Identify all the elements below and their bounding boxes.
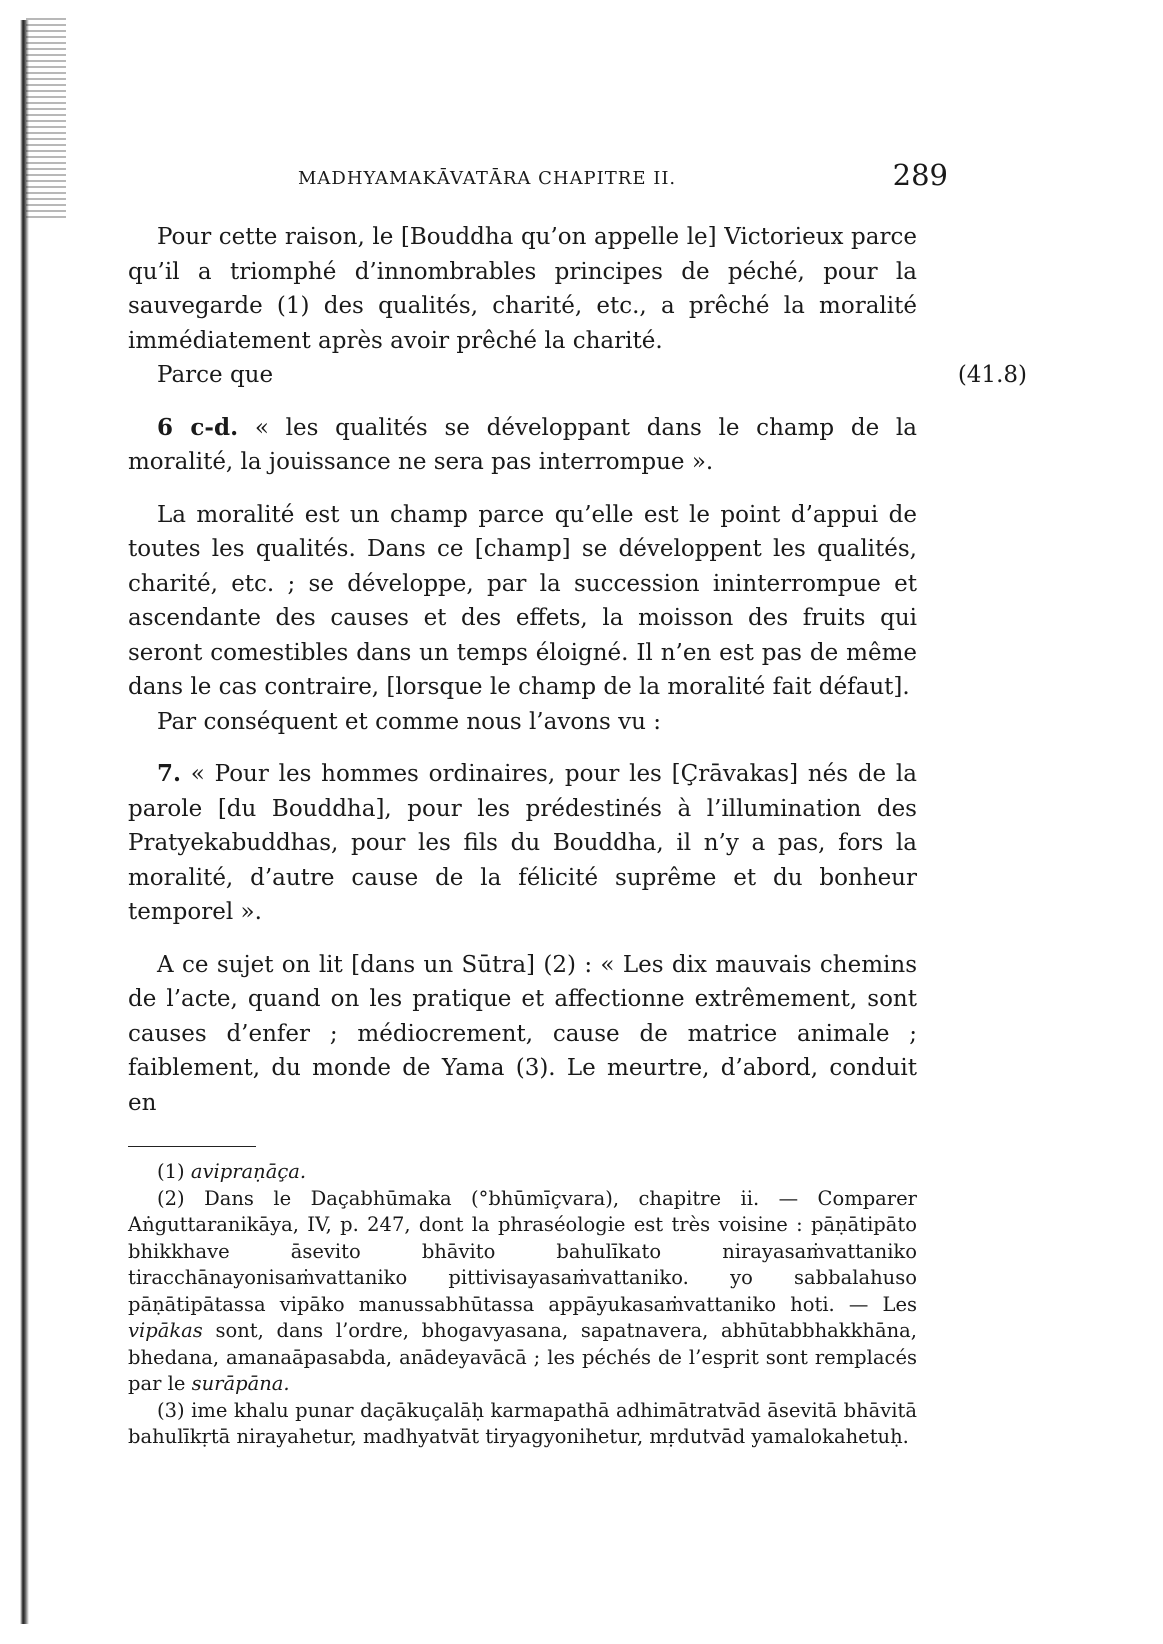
running-header — [298, 158, 948, 198]
footnote-3 — [128, 1398, 917, 1451]
footnote-2-mark: (2) — [157, 1186, 185, 1210]
paragraph-3: La moralité est un champ parce qu’elle est le point d’appui de toutes les qualités. Dans ce [champ] se développent les qualités, charité, etc. ; se développe, par la succession ininterrompue et ascendante des causes et des effets, la moisson des fruits qui seront comestibles dans un temps éloigné. Il n’en est pas de même dans le cas contraire, [lorsque le champ de la moralité fait défaut]. — [128, 501, 917, 700]
paragraph-5: A ce sujet on lit [dans un Sūtra] (2) : « Les dix mauvais chemins de l’acte, quand on les pratique et affectionne extrêmement, sont causes d’enfer ; médiocrement, cause de matrice animale ; faiblement, du monde de Yama (3). Le meurtre, d’abord, conduit en — [128, 951, 917, 1116]
paragraph-2: Parce que — [157, 362, 274, 388]
verse-7 — [128, 757, 917, 930]
footnote-1-text: avipraṇāça. — [190, 1160, 307, 1183]
page-number: 289 — [892, 158, 948, 192]
footnote-2-text-b: sont, dans l’ordre, bhogavyasana, sapatnavera, abhūtabbhakkhāna, bhedana, amanaāpasabda, anādeyavācā ; les péchés de l’esprit sont remplacés par le — [128, 1319, 917, 1395]
footnotes — [128, 1146, 917, 1451]
verse-6-number: 6 c-d. — [157, 413, 239, 441]
paragraph-4: Par conséquent et comme nous l’avons vu : — [157, 708, 661, 735]
scan-binding-edge — [20, 20, 34, 1624]
running-title: MADHYAMAKĀVATĀRA CHAPITRE II. — [298, 168, 677, 189]
footnote-2 — [128, 1186, 917, 1398]
page-body — [128, 220, 1027, 1451]
footnote-1-mark: (1) — [157, 1160, 185, 1183]
paragraph-2-row — [128, 358, 1027, 393]
footnote-1 — [128, 1159, 917, 1186]
paragraph-1: Pour cette raison, le [Bouddha qu’on appelle le] Victorieux parce qu’il a triomphé d’innombrables principes de péché, pour la sauvegarde (1) des qualités, charité, etc., a prêché la moralité immédiatement après avoir prêché la charité. — [128, 224, 917, 354]
footnote-rule — [128, 1146, 256, 1147]
footnote-2-italic-2: surāpāna. — [191, 1372, 290, 1395]
footnote-2-text-a: Dans le Daçabhūmaka (°bhūmīçvara), chapitre ii. — Comparer Aṅguttaranikāya, IV, p. 247, dont la phraséologie est très voisine : pāṇātipāto bhikkhave āsevito bhāvito bahulīkato nirayasaṁvattaniko tiracchānayonisaṁvattaniko pittivisayasaṁvattaniko. yo sabbalahuso pāṇātipātassa vipāko manussabhūtassa appāyukasaṁvattaniko hoti. — Les — [128, 1186, 917, 1316]
verse-6-text: « les qualités se développant dans le champ de la moralité, la jouissance ne sera pas interrompue ». — [128, 414, 917, 475]
verse-7-number: 7. — [157, 760, 182, 787]
margin-reference: (41.8) — [957, 362, 1027, 388]
footnote-3-text: ime khalu punar daçākuçalāḥ karmapathā adhimātratvād āsevitā bhāvitā bahulīkṛtā nirayahetur, madhyatvāt tiryagyonihetur, mṛdutvād yamalokahetuḥ. — [128, 1398, 917, 1448]
footnote-2-italic-1: vipākas — [128, 1319, 203, 1342]
verse-7-text: « Pour les hommes ordinaires, pour les [Çrāvakas] nés de la parole [du Bouddha], pour les prédestinés à l’illumination des Pratyekabuddhas, pour les fils du Bouddha, il n’y a pas, fors la moralité, d’autre cause de la félicité suprême et du bonheur temporel ». — [128, 761, 917, 925]
footnote-3-mark: (3) — [157, 1398, 185, 1422]
verse-6 — [128, 411, 917, 480]
scan-edge-artifact — [26, 18, 66, 218]
